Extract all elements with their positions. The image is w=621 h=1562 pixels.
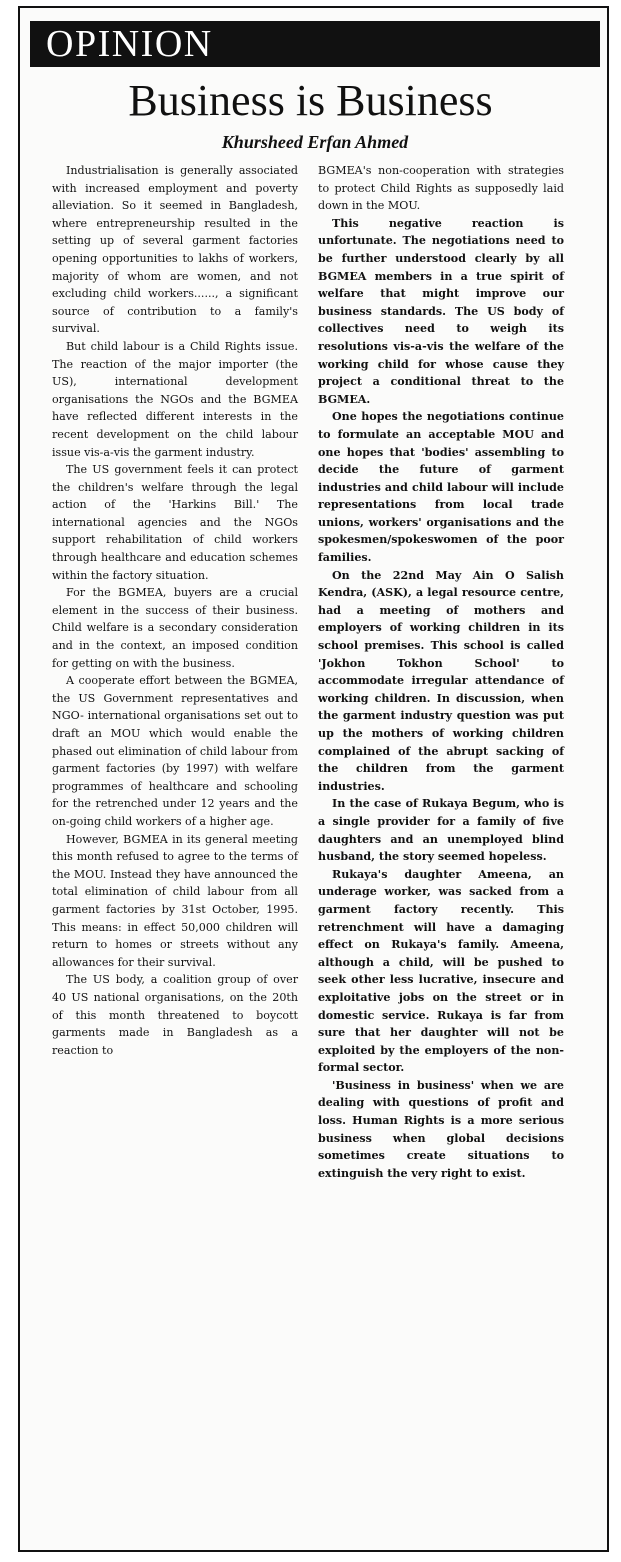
paragraph: But child labour is a Child Rights issue. The reaction of the major importer (the US), international development organisations the NGOs and the BGMEA have reflected different interests in the recent development on the child labour issue vis-a-vis the garment industry. xyxy=(52,339,298,459)
paragraph: Industrialisation is generally associated with increased employment and poverty alleviation. So it seemed in Bangladesh, where entrepreneurship resulted in the setting up of several garment factories opening opportunities to lakhs of workers, majority of whom are women, and not excluding child workers......, a significant source of contribution to a family's survival. xyxy=(52,164,298,336)
paragraph: In the case of Rukaya Begum, who is a single provider for a family of five daughters and an unemployed blind husband, the story seemed hopeless. xyxy=(318,797,564,864)
paragraph: The US body, a coalition group of over 40 US national organisations, on the 20th of this month threatened to boycott garments made in Bangladesh as a reaction to xyxy=(52,973,298,1057)
paragraph: This negative reaction is unfortunate. The negotiations need to be further understood clearly by all BGMEA members in a true spirit of welfare that might improve our business standards. The US body of collectives need to weigh its resolutions vis-a-vis the welfare of the working child for whose cause they project a conditional threat to the BGMEA. xyxy=(318,216,564,406)
paragraph: 'Business in business' when we are dealing with questions of profit and loss. Human Rights is a more serious business when global decisions sometimes create situations to extinguish the very right to exist. xyxy=(318,1078,564,1180)
section-banner xyxy=(30,21,600,67)
paragraph: However, BGMEA in its general meeting this month refused to agree to the terms of the MOU. Instead they have announced the total elimination of child labour from all garment factories by 31st October, 1995. This means: in effect 50,000 children will return to homes or streets without any allowances for their survival. xyxy=(52,832,298,969)
paragraph: Rukaya's daughter Ameena, an underage worker, was sacked from a garment factory recently. This retrenchment will have a damaging effect on Rukaya's family. Ameena, although a child, will be pushed to seek other less lucrative, insecure and exploitative jobs on the street or in domestic service. Rukaya is far from sure that her daughter will not be exploited by the employers of the non-formal sector. xyxy=(318,867,564,1075)
paragraph: On the 22nd May Ain O Salish Kendra, (ASK), a legal resource centre, had a meeting of mothers and employers of working children in its school premises. This school is called 'Jokhon Tokhon School' to accommodate irregular attendance of working children. In discussion, when the garment industry question was put up the mothers of working children complained of the abrupt sacking of the children from the garment industries. xyxy=(318,568,564,793)
byline: Khursheed Erfan Ahmed xyxy=(221,132,409,152)
paragraph: The US government feels it can protect the children's welfare through the legal action of the 'Harkins Bill.' The international agencies and the NGOs support rehabilitation of child workers through healthcare and education schemes within the factory situation. xyxy=(52,463,298,582)
paragraph: One hopes the negotiations continue to formulate an acceptable MOU and one hopes that 'bodies' assembling to decide the future of garment industries and child labour will include representations from local trade unions, workers' organisations and the spokesmen/spokeswomen of the poor families. xyxy=(318,410,564,565)
right-column xyxy=(318,162,564,1182)
left-column xyxy=(52,162,298,1059)
paragraph: A cooperate effort between the BGMEA, the US Government representatives and NGO- international organisations set out to draft an MOU which would enable the phased out elimination of child labour from garment factories (by 1997) with welfare programmes of healthcare and schooling for the retrenched under 12 years and the on-going child workers of a higher age. xyxy=(52,674,298,828)
paragraph: For the BGMEA, buyers are a crucial element in the success of their business. Child welfare is a secondary consideration and in the context, an imposed condition for getting on with the business. xyxy=(52,586,298,670)
headline: Business is Business xyxy=(128,76,493,125)
section-label: OPINION xyxy=(46,23,213,65)
paragraph-continued: BGMEA's non-cooperation with strategies to protect Child Rights as supposedly laid down in the MOU. xyxy=(318,164,564,213)
